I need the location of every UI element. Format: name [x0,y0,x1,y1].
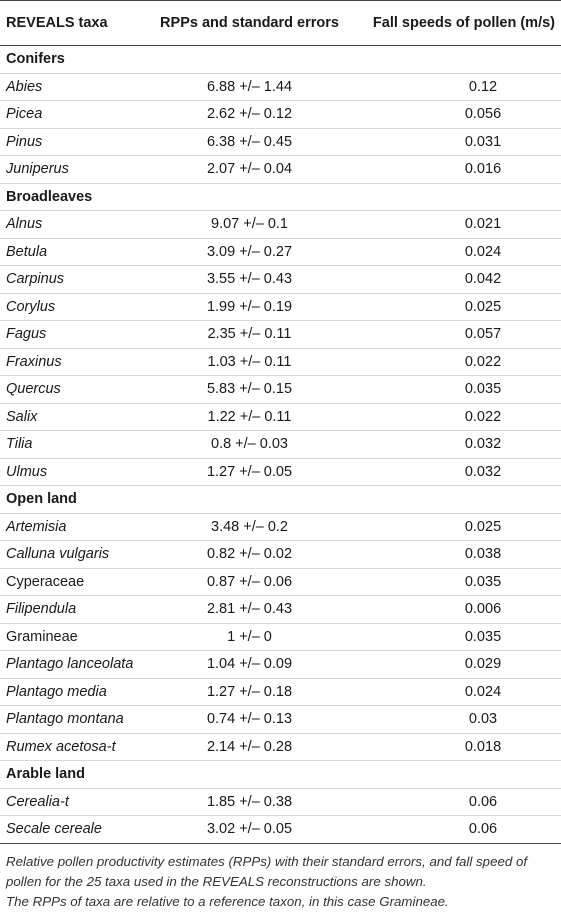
table-body [0,46,561,844]
fall-speed-cell: 0.025 [359,293,561,321]
rpp-cell: 2.81 +/– 0.43 [140,596,359,624]
table-row [0,458,561,486]
taxon-cell: Fagus [0,321,140,349]
rpp-cell: 0.87 +/– 0.06 [140,568,359,596]
table-header [0,1,561,46]
fall-speed-cell: 0.12 [359,73,561,101]
fall-speed-cell: 0.042 [359,266,561,294]
taxon-cell: Ulmus [0,458,140,486]
table-row [0,678,561,706]
table-row [0,706,561,734]
group-label: Arable land [0,761,561,789]
fall-speed-cell: 0.056 [359,101,561,129]
fall-speed-cell: 0.022 [359,348,561,376]
fall-speed-cell: 0.024 [359,238,561,266]
taxon-cell: Alnus [0,211,140,239]
fall-speed-cell: 0.038 [359,541,561,569]
rpp-cell: 3.55 +/– 0.43 [140,266,359,294]
table-row [0,73,561,101]
table-row [0,211,561,239]
table-row [0,733,561,761]
rpp-cell: 2.62 +/– 0.12 [140,101,359,129]
rpp-cell: 1.04 +/– 0.09 [140,651,359,679]
table-row [0,541,561,569]
rpp-cell: 2.14 +/– 0.28 [140,733,359,761]
taxon-cell: Abies [0,73,140,101]
table-row [0,321,561,349]
rpp-cell: 3.09 +/– 0.27 [140,238,359,266]
taxon-cell: Betula [0,238,140,266]
fall-speed-cell: 0.024 [359,678,561,706]
group-label: Broadleaves [0,183,561,211]
rpp-cell: 0.82 +/– 0.02 [140,541,359,569]
fall-speed-cell: 0.031 [359,128,561,156]
fall-speed-cell: 0.018 [359,733,561,761]
table-row [0,431,561,459]
taxon-cell: Cerealia-t [0,788,140,816]
taxon-cell: Corylus [0,293,140,321]
rpp-cell: 2.07 +/– 0.04 [140,156,359,184]
fall-speed-cell: 0.029 [359,651,561,679]
group-row [0,46,561,74]
table-caption [0,844,561,912]
group-row [0,761,561,789]
rpp-cell: 1.22 +/– 0.11 [140,403,359,431]
rpp-cell: 1 +/– 0 [140,623,359,651]
taxon-cell: Juniperus [0,156,140,184]
header-rpp: RPPs and standard errors [140,1,359,46]
rpp-cell: 1.27 +/– 0.18 [140,678,359,706]
rpp-cell: 5.83 +/– 0.15 [140,376,359,404]
group-label: Conifers [0,46,561,74]
table-row [0,128,561,156]
fall-speed-cell: 0.016 [359,156,561,184]
taxon-cell: Tilia [0,431,140,459]
taxon-cell: Salix [0,403,140,431]
header-taxa: REVEALS taxa [0,1,140,46]
group-row [0,183,561,211]
taxon-cell: Pinus [0,128,140,156]
fall-speed-cell: 0.057 [359,321,561,349]
rpp-cell: 1.03 +/– 0.11 [140,348,359,376]
table-row [0,568,561,596]
table-row [0,266,561,294]
group-row [0,486,561,514]
caption-line: The RPPs of taxa are relative to a reference taxon, in this case Gramineae. [6,893,449,909]
fall-speed-cell: 0.022 [359,403,561,431]
taxon-cell: Carpinus [0,266,140,294]
table-row [0,623,561,651]
rpp-cell: 2.35 +/– 0.11 [140,321,359,349]
taxon-cell: Quercus [0,376,140,404]
header-fall-speed: Fall speeds of pollen (m/s) [359,1,561,46]
rpp-cell: 1.27 +/– 0.05 [140,458,359,486]
table-row [0,788,561,816]
taxon-cell: Calluna vulgaris [0,541,140,569]
rpp-cell: 6.38 +/– 0.45 [140,128,359,156]
taxon-cell: Plantago montana [0,706,140,734]
taxon-cell: Gramineae [0,623,140,651]
table-row [0,513,561,541]
table-row [0,293,561,321]
taxon-cell: Artemisia [0,513,140,541]
taxon-cell: Plantago lanceolata [0,651,140,679]
table-row [0,403,561,431]
fall-speed-cell: 0.035 [359,568,561,596]
table-row [0,101,561,129]
fall-speed-cell: 0.032 [359,458,561,486]
fall-speed-cell: 0.006 [359,596,561,624]
rpp-cell: 3.48 +/– 0.2 [140,513,359,541]
fall-speed-cell: 0.06 [359,788,561,816]
table-row [0,651,561,679]
rpp-cell: 6.88 +/– 1.44 [140,73,359,101]
taxon-cell: Rumex acetosa-t [0,733,140,761]
taxon-cell: Picea [0,101,140,129]
rpp-cell: 9.07 +/– 0.1 [140,211,359,239]
table-row [0,816,561,844]
table-row [0,238,561,266]
caption-line: Relative pollen productivity estimates (RPPs) with their standard errors, and fall speed of pollen for the 25 taxa used in the REVEALS reconstructions are shown. [6,853,528,889]
rpp-cell: 3.02 +/– 0.05 [140,816,359,844]
table-row [0,348,561,376]
rpp-cell: 1.85 +/– 0.38 [140,788,359,816]
rpp-cell: 0.74 +/– 0.13 [140,706,359,734]
fall-speed-cell: 0.035 [359,376,561,404]
fall-speed-cell: 0.021 [359,211,561,239]
rpp-cell: 0.8 +/– 0.03 [140,431,359,459]
table-row [0,376,561,404]
taxon-cell: Fraxinus [0,348,140,376]
fall-speed-cell: 0.032 [359,431,561,459]
taxon-cell: Secale cereale [0,816,140,844]
fall-speed-cell: 0.035 [359,623,561,651]
taxon-cell: Filipendula [0,596,140,624]
fall-speed-cell: 0.025 [359,513,561,541]
group-label: Open land [0,486,561,514]
fall-speed-cell: 0.06 [359,816,561,844]
table-row [0,156,561,184]
rpp-cell: 1.99 +/– 0.19 [140,293,359,321]
taxon-cell: Plantago media [0,678,140,706]
table-row [0,596,561,624]
taxon-cell: Cyperaceae [0,568,140,596]
fall-speed-cell: 0.03 [359,706,561,734]
